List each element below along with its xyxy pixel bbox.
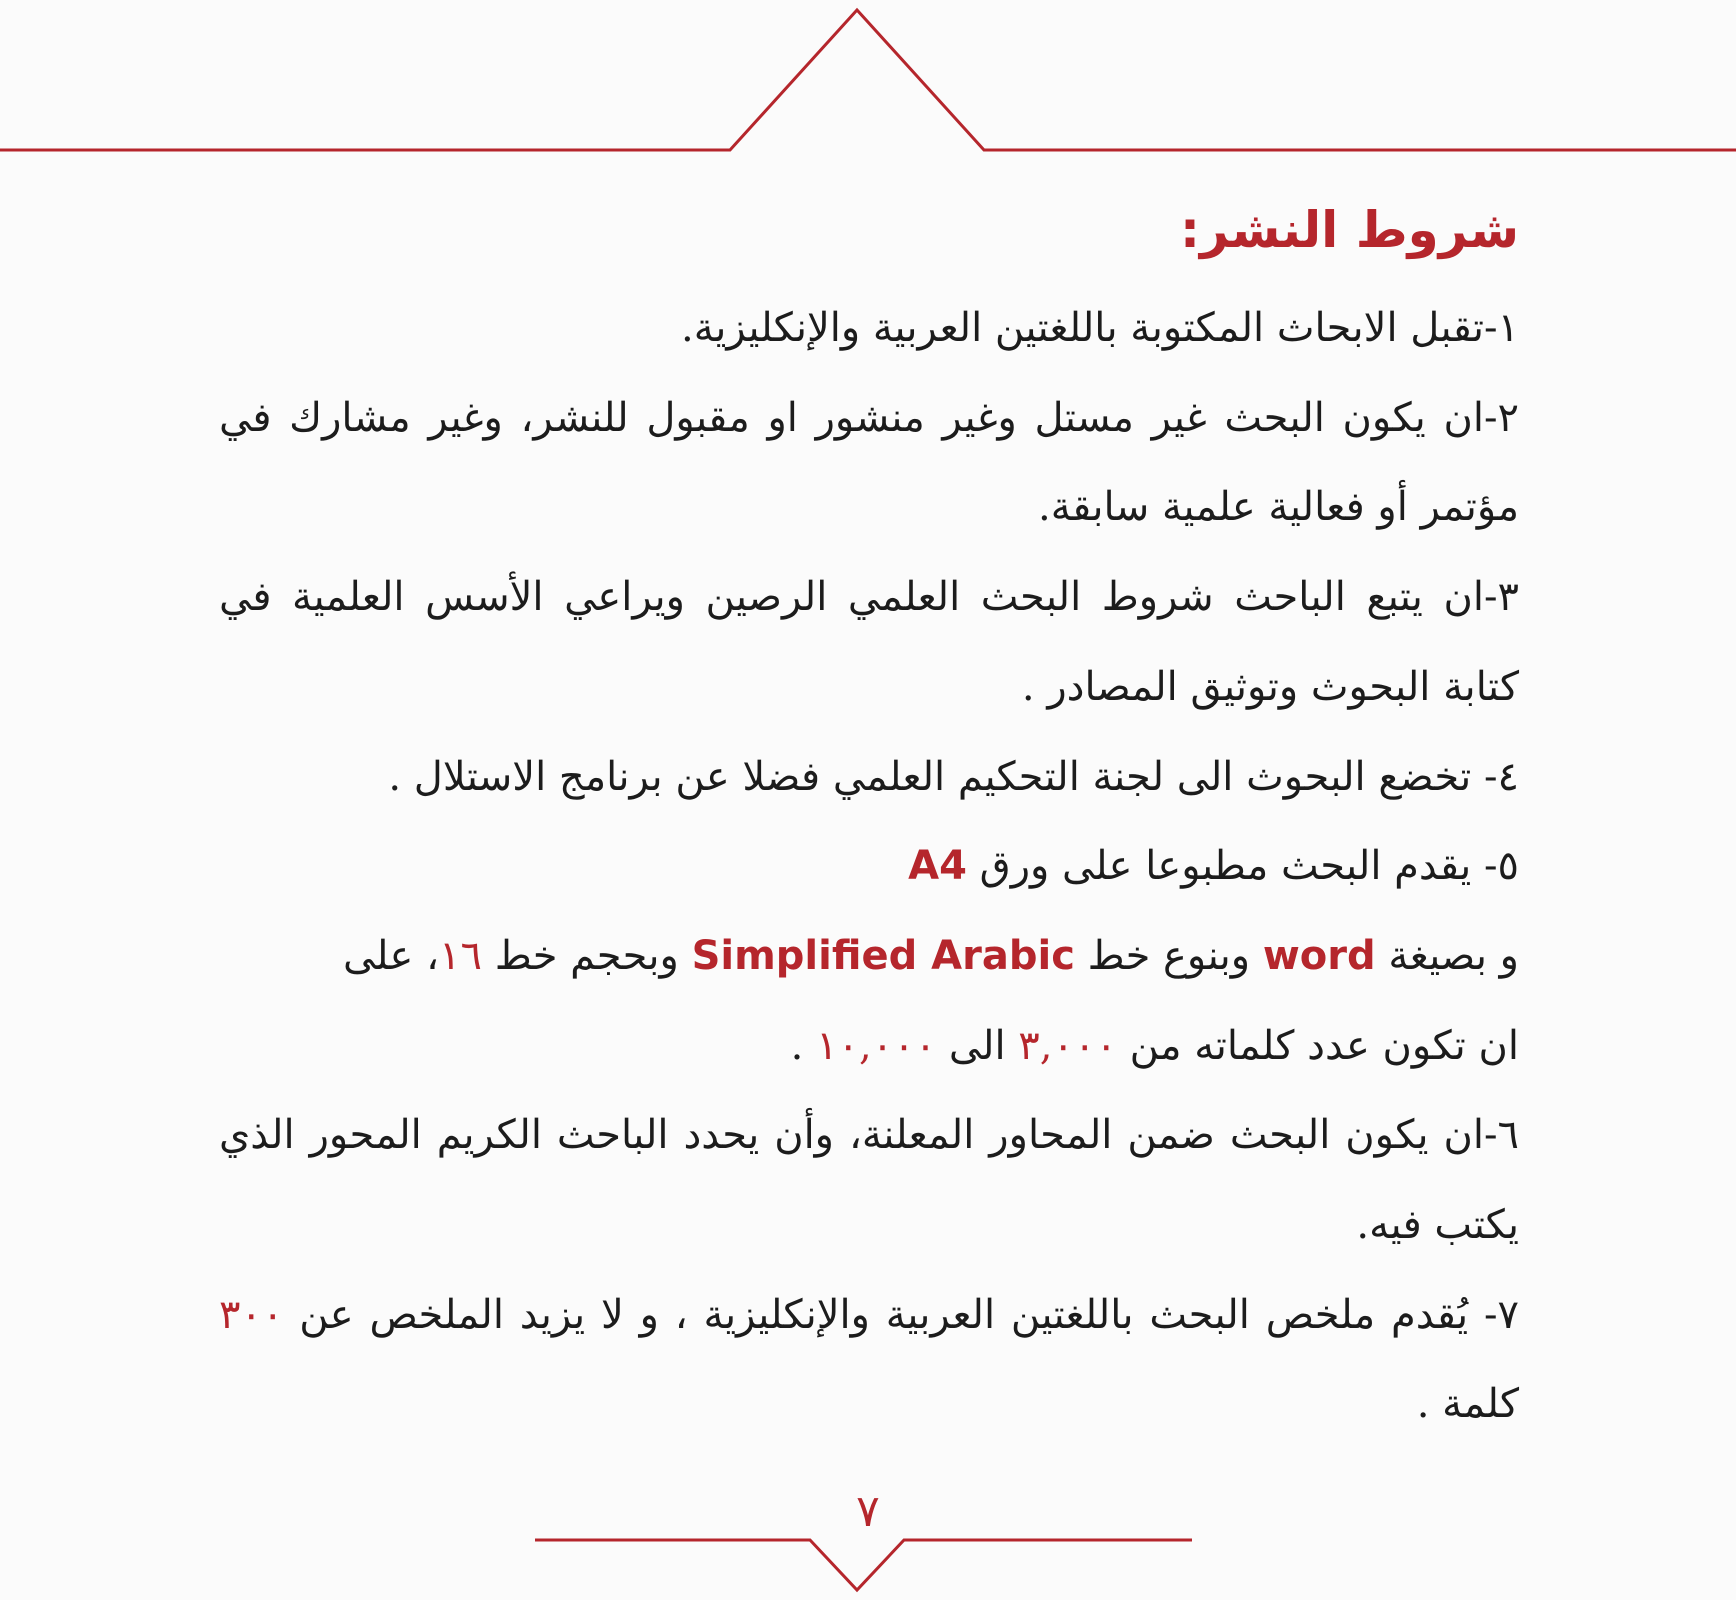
- to-label: الى: [948, 1022, 1006, 1069]
- condition-3: ٣-ان يتبع الباحث شروط البحث العلمي الرصين ويراعي الأسس العلمية في كتابة البحوث وتوثيق المصادر .: [219, 574, 1519, 710]
- condition-7-suffix: كلمة .: [1416, 1381, 1519, 1428]
- bottom-divider-line: [535, 1540, 1192, 1590]
- font-size-label: وبحجم خط: [494, 932, 679, 979]
- word-count-label: ان تكون عدد كلماته من: [1129, 1022, 1519, 1069]
- format-label: و بصيغة: [1388, 932, 1519, 979]
- font-name: Simplified Arabic: [691, 932, 1075, 979]
- condition-7: [219, 1271, 1519, 1450]
- file-format: word: [1262, 932, 1376, 979]
- top-divider-line: [0, 10, 1736, 150]
- condition-2: ٢-ان يكون البحث غير مستل وغير منشور او مقبول للنشر، وغير مشارك في مؤتمر أو فعالية علمية سابقة.: [219, 394, 1519, 531]
- condition-6: ٦-ان يكون البحث ضمن المحاور المعلنة، وأن يحدد الباحث الكريم المحور الذي يكتب فيه.: [219, 1112, 1519, 1249]
- abstract-words: ٣٠٠: [219, 1291, 284, 1338]
- font-type-label: وبنوع خط: [1087, 932, 1251, 979]
- condition-5-line-3: [219, 1002, 1519, 1092]
- about-label: عن: [299, 1291, 354, 1338]
- condition-1: ١-تقبل الابحاث المكتوبة باللغتين العربية والإنكليزية.: [681, 305, 1519, 351]
- paper-size: A4: [908, 843, 967, 890]
- publication-conditions: [219, 195, 1519, 1450]
- page-title: شروط النشر:: [1180, 201, 1519, 259]
- page-number: ٧: [856, 1486, 880, 1537]
- condition-7-prefix: ٧- يُقدم ملخص البحث باللغتين العربية والإنكليزية ، و لا يزيد الملخص: [369, 1291, 1519, 1338]
- min-words: ٣,٠٠٠: [1018, 1022, 1117, 1069]
- condition-5-line-1: [219, 822, 1519, 912]
- max-words: ١٠,٠٠٠: [816, 1022, 937, 1069]
- condition-5-line-2: [219, 912, 1519, 1002]
- condition-5: [219, 822, 1519, 1091]
- font-size-value: ١٦: [439, 932, 483, 979]
- line-end: .: [790, 1022, 804, 1069]
- condition-5-prefix: ٥- يقدم البحث مطبوعا على ورق: [979, 843, 1519, 890]
- condition-4: ٤- تخضع البحوث الى لجنة التحكيم العلمي فضلا عن برنامج الاستلال .: [388, 753, 1519, 800]
- on-label: ، على: [342, 932, 440, 979]
